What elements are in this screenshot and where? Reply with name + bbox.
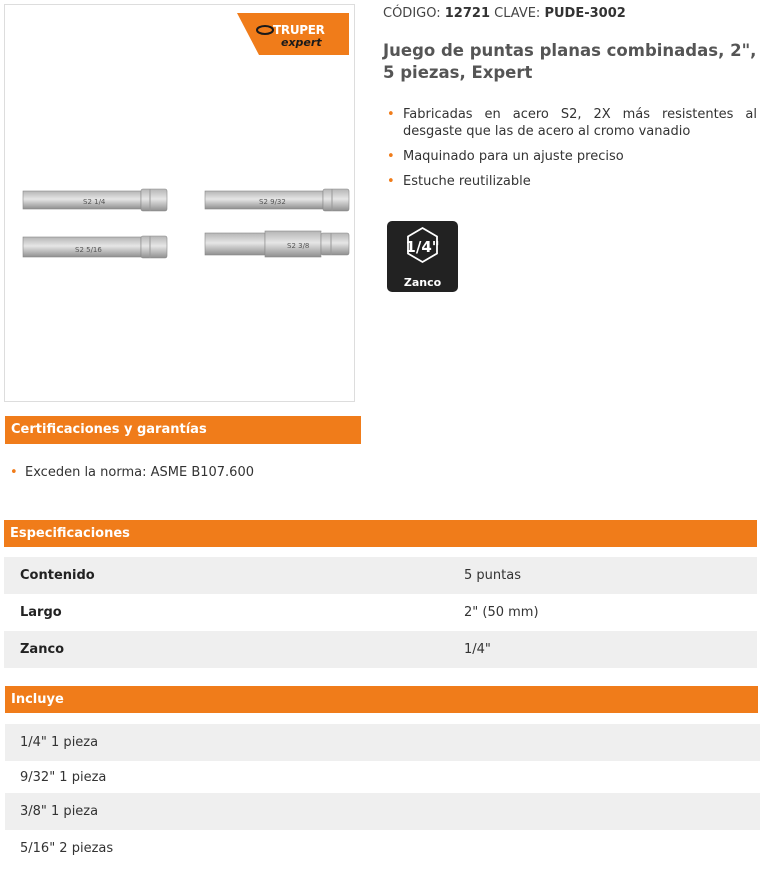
product-image-panel [4,4,355,402]
include-item: 3/8" 1 pieza [5,793,760,830]
bit-5-16 [23,236,167,258]
bullet-icon: • [387,107,395,122]
badge-label: Zanco [403,276,442,289]
feature-item: • Maquinado para un ajuste preciso [387,149,624,164]
logo-text-expert: expert [281,36,322,49]
spec-key: Zanco [20,642,65,657]
bit-5-16-label: S2 5/16 [75,246,102,254]
bit-9-32-label: S2 9/32 [259,198,286,206]
product-key: PUDE-3002 [544,6,626,21]
spec-value: 5 puntas [464,568,521,583]
product-title: Juego de puntas planas combinadas, 2", 5 piezas, Expert [383,41,757,82]
bit-1-4-label: S2 1/4 [83,198,106,206]
spec-key: Contenido [20,568,95,583]
include-item: 5/16" 2 piezas [20,841,114,856]
screwdriver-bits-illustration [5,5,356,403]
bullet-icon: • [387,149,395,164]
include-item: 1/4" 1 pieza [5,724,760,761]
logo-text-truper: TRUPER [273,23,325,37]
spec-row [4,594,757,631]
feature-item: • Estuche reutilizable [387,174,531,189]
shank-badge [387,221,458,292]
specifications-table [4,557,757,668]
certifications-list [8,465,254,480]
spec-row [4,557,757,594]
spec-value: 2" (50 mm) [464,605,539,620]
certification-item: • Exceden la norma: ASME B107.600 [10,465,254,480]
code-label: CÓDIGO: [383,6,441,21]
bullet-icon: • [10,465,18,480]
spec-row [4,631,757,668]
include-item: 9/32" 1 pieza [20,770,107,785]
spec-value: 1/4" [464,642,491,657]
feature-item: • Fabricadas en acero S2, 2X más resistentes al desgaste que las de acero al cromo vanadio [387,107,757,139]
spec-key: Largo [20,605,62,620]
bit-1-4 [23,189,167,211]
includes-list [5,724,760,867]
bullet-icon: • [387,174,395,189]
bit-9-32 [205,189,349,211]
bit-3-8 [205,231,349,257]
badge-value: 1/4" [405,238,440,256]
specifications-header: Especificaciones [4,520,757,547]
certifications-header: Certificaciones y garantías [5,416,361,444]
includes-header: Incluye [5,686,758,713]
product-code: 12721 [444,6,490,21]
bit-3-8-label: S2 3/8 [287,242,310,250]
key-label: CLAVE: [494,6,541,21]
feature-list [385,106,757,198]
product-code-line [383,6,626,21]
